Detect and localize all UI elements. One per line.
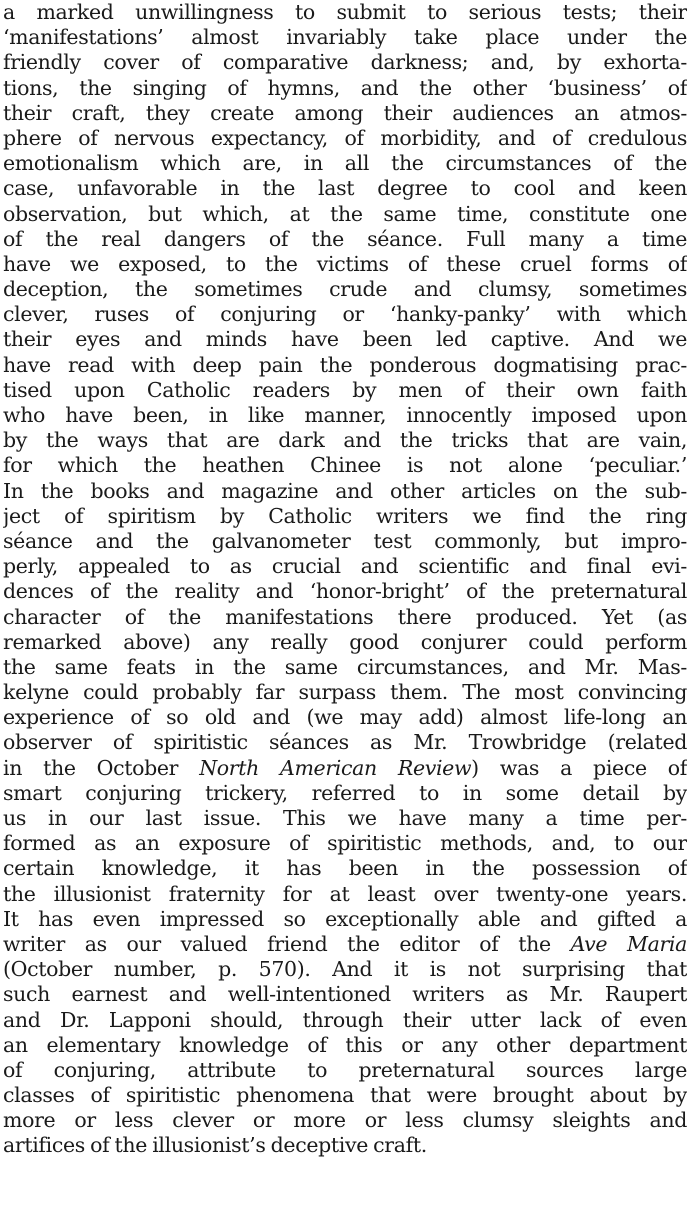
text-line: In the books and magazine and other articles on the sub- xyxy=(3,478,687,503)
text-line: formed as an exposure of spiritistic methods, and, to our xyxy=(3,831,687,856)
publication-title: North American Review xyxy=(199,755,472,780)
text-line: the same feats in the same circumstances, and Mr. Mas- xyxy=(3,654,687,679)
text-line: deception, the sometimes crude and clumsy, sometimes xyxy=(3,277,687,302)
text-line: séance and the galvanometer test commonly, but impro- xyxy=(3,528,687,553)
text-line: a marked unwillingness to submit to serious tests; their xyxy=(3,0,687,24)
text-line: artifices of the illusionist’s deceptive craft. xyxy=(3,1133,427,1158)
text-line: writer as our valued friend the editor of the Ave Maria xyxy=(3,931,687,956)
text-line: ject of spiritism by Catholic writers we find the ring xyxy=(3,503,687,528)
text-line: case, unfavorable in the last degree to cool and keen xyxy=(3,176,687,201)
text-line: clever, ruses of conjuring or ‘hanky-panky’ with which xyxy=(3,302,687,327)
body-text xyxy=(3,0,687,1159)
text-line: of conjuring, attribute to preternatural sources large xyxy=(3,1057,687,1082)
text-line: who have been, in like manner, innocently imposed upon xyxy=(3,403,687,427)
text-line: (October number, p. 570). And it is not surprising that xyxy=(3,957,687,982)
text-line: in the October North American Review) was a piece of xyxy=(3,755,687,780)
document-page xyxy=(3,0,687,1210)
text-line: of the real dangers of the séance. Full many a time xyxy=(3,226,687,251)
text-line: smart conjuring trickery, referred to in some detail by xyxy=(3,780,687,805)
text-line: such earnest and well-intentioned writers as Mr. Raupert xyxy=(3,982,687,1007)
text-line: observation, but which, at the same time, constitute one xyxy=(3,201,687,226)
text-line: kelyne could probably far surpass them. The most convincing xyxy=(3,680,687,705)
publication-title: Ave Maria xyxy=(570,931,687,956)
text-line: an elementary knowledge of this or any other department xyxy=(3,1032,687,1057)
text-line: the illusionist fraternity for at least over twenty-one years. xyxy=(3,881,687,906)
text-line: observer of spiritistic séances as Mr. Trowbridge (related xyxy=(3,730,687,755)
text-line: It has even impressed so exceptionally able and gifted a xyxy=(3,906,687,931)
text-line: more or less clever or more or less clumsy sleights and xyxy=(3,1108,687,1133)
text-line: tised upon Catholic readers by men of their own faith xyxy=(3,377,687,402)
text-line: and Dr. Lapponi should, through their utter lack of even xyxy=(3,1007,687,1032)
text-line: experience of so old and (we may add) almost life-long an xyxy=(3,705,687,730)
text-line: emotionalism which are, in all the circumstances of the xyxy=(3,151,687,176)
text-line: us in our last issue. This we have many a time per- xyxy=(3,806,687,830)
text-line: friendly cover of comparative darkness; and, by exhorta- xyxy=(3,50,687,75)
text-line: their eyes and minds have been led captive. And we xyxy=(3,327,687,352)
text-line: character of the manifestations there produced. Yet (as xyxy=(3,604,687,629)
text-line: their craft, they create among their audiences an atmos- xyxy=(3,100,687,125)
text-line: dences of the reality and ‘honor-bright’ of the preternatural xyxy=(3,579,687,604)
text-line: certain knowledge, it has been in the possession of xyxy=(3,856,687,881)
text-line: for which the heathen Chinee is not alone ‘peculiar.’ xyxy=(3,453,687,478)
text-line: remarked above) any really good conjurer could perform xyxy=(3,629,687,654)
text-line: phere of nervous expectancy, of morbidity, and of credulous xyxy=(3,125,687,150)
text-line: classes of spiritistic phenomena that were brought about by xyxy=(3,1083,687,1108)
text-line: perly, appealed to as crucial and scientific and final evi- xyxy=(3,554,687,579)
text-line: ‘manifestations’ almost invariably take place under the xyxy=(3,25,687,50)
text-line: have we exposed, to the victims of these cruel forms of xyxy=(3,251,687,276)
text-line: tions, the singing of hymns, and the other ‘business’ of xyxy=(3,75,687,100)
text-line: have read with deep pain the ponderous dogmatising prac- xyxy=(3,352,687,377)
text-line: by the ways that are dark and the tricks that are vain, xyxy=(3,428,687,453)
